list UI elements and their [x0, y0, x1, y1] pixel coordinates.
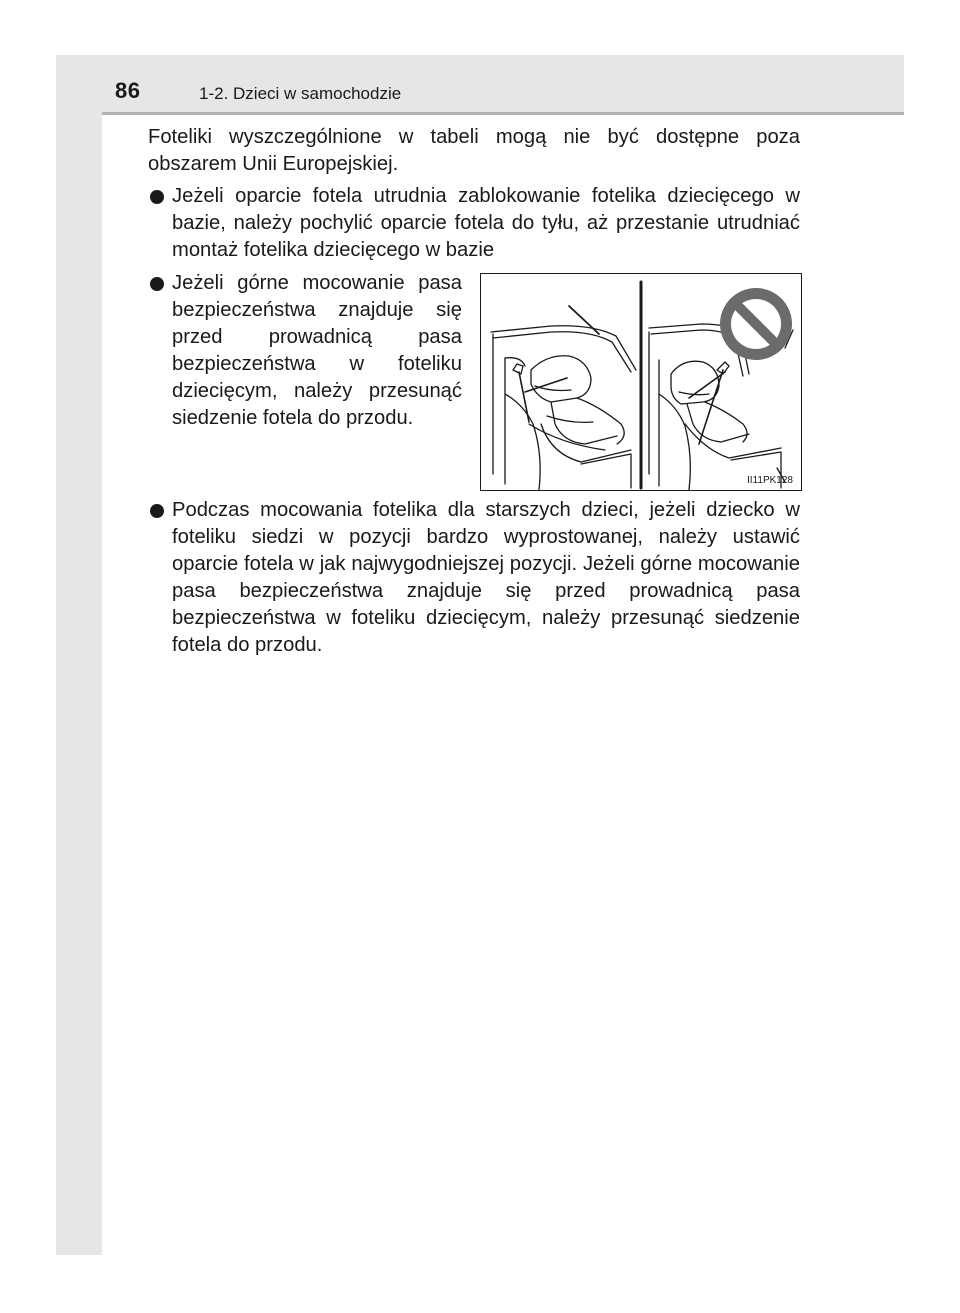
bullet-text-slide-seat: Jeżeli górne mocowanie pasa bezpieczeństwa znajduje się przed prowadnicą pasa bezpieczeństwa w foteliku dziecięcym, należy przesunąć siedzenie fotela do przodu. [172, 272, 462, 429]
intro-paragraph: Foteliki wyszczególnione w tabeli mogą nie być dostępne poza obszarem Unii Europejskiej. [148, 126, 800, 175]
side-margin-bar [56, 55, 102, 1255]
bullet-dot-icon [148, 497, 172, 524]
header-band [56, 55, 904, 113]
section-title: 1-2. Dzieci w samochodzie [199, 84, 402, 103]
bullet-dot-icon [148, 270, 172, 297]
child-seat-illustration [480, 273, 802, 491]
bullet-text-recline: Jeżeli oparcie fotela utrudnia zablokowanie fotelika dziecięcego w bazie, należy pochylić oparcie fotela do tyłu, aż przestanie utrudniać montaż fotelika dziecięcego w bazie [172, 185, 800, 261]
left-panel-drawing [491, 306, 636, 490]
bullet-dot-icon [148, 183, 172, 210]
bullet-text-older-children: Podczas mocowania fotelika dla starszych dzieci, jeżeli dziecko w foteliku siedzi w pozycji bardzo wyprostowanej, należy ustawić oparcie fotela w jak najwygodniejszej pozycji. Jeżeli górne mocowanie pasa bezpieczeństwa znajduje się przed prowadnicą pasa bezpieczeństwa w foteliku dziecięcym, należy przesunąć siedzenie fotela do przodu. [172, 499, 800, 656]
prohibition-icon [720, 288, 792, 360]
page-number: 86 [115, 78, 141, 103]
header-divider [102, 112, 904, 115]
figure-code: II11PK128 [747, 475, 793, 486]
